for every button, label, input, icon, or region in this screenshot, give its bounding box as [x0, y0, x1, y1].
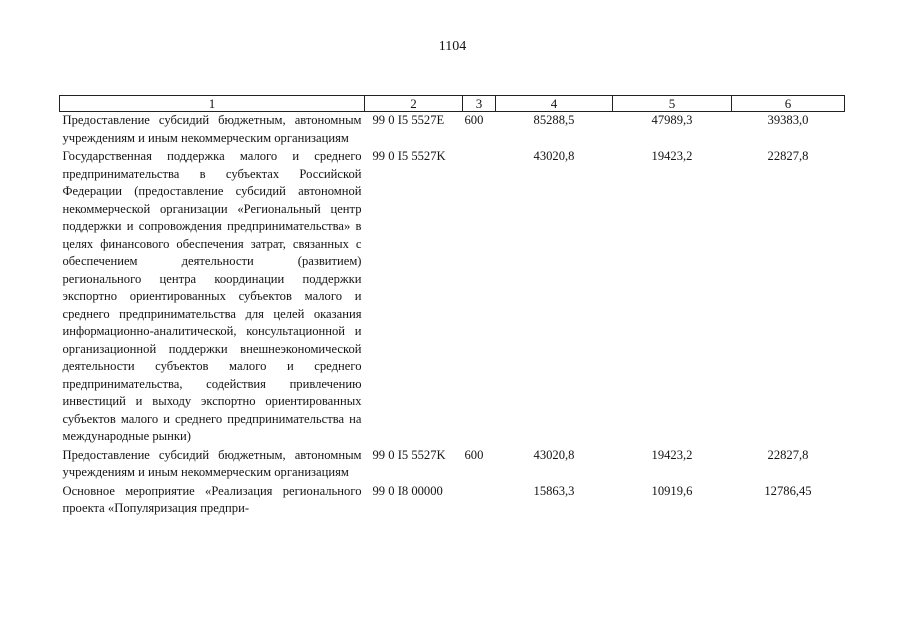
row-amount-col4: 15863,3: [533, 483, 575, 498]
row-code: 99 0 I8 00000: [372, 483, 443, 498]
page-number: 1104: [438, 39, 467, 54]
header-col-2: 2: [365, 96, 463, 112]
row-amount-col5: 47989,3: [651, 113, 693, 127]
row-amount-col6: 39383,0: [767, 113, 809, 127]
header-row: [60, 96, 845, 112]
header-col-5: 5: [613, 96, 732, 112]
row-amount-col6: 22827,8: [767, 149, 809, 163]
table-row: [60, 147, 845, 446]
row-code: 99 0 I5 5527K: [372, 149, 446, 163]
budget-table: [59, 95, 845, 518]
row-description: Основное мероприятие «Реализация регионального проекта «Популяризация предпри-: [62, 483, 362, 515]
row-description: Предоставление субсидий бюджетным, автономным учреждениям и иным некоммерческим организациям: [62, 113, 362, 145]
row-amount-col4: 43020,8: [533, 149, 575, 163]
table-row: [60, 482, 845, 518]
row-expense-type: 600: [464, 113, 484, 127]
header-col-1: 1: [60, 96, 365, 112]
row-expense-type: 600: [464, 447, 484, 462]
header-col-4: 4: [496, 96, 613, 112]
row-description: Государственная поддержка малого и среднего предпринимательства в субъектах Российской Федерации (предоставление субсидий автономной некоммерческой организации «Региональный центр поддержки и сопровождения предпринимательства» в целях финансового обеспечения затрат, связанных с обеспечением деятельности (развитием) регионального центра координации поддержки экспортно ориентированных субъектов малого и среднего предпринимательства для целей оказания информационно-аналитической, консультационной и организационной поддержки внешнеэкономической деятельности субъектов малого и среднего предпринимательства, содействия привлечению инвестиций и выходу экспортно ориентированных субъектов малого и среднего предпринимательства на международные рынки): [62, 149, 362, 443]
row-amount-col5: 10919,6: [651, 483, 693, 498]
row-code: 99 0 I5 5527E: [372, 113, 445, 127]
table-row: [60, 446, 845, 482]
row-amount-col5: 19423,2: [651, 149, 693, 163]
header-col-6: 6: [732, 96, 845, 112]
row-amount-col6: 12786,45: [764, 483, 812, 498]
row-code: 99 0 I5 5527K: [372, 447, 446, 462]
row-amount-col5: 19423,2: [651, 447, 693, 462]
row-amount-col4: 85288,5: [533, 113, 575, 127]
row-expense-type: [463, 482, 496, 518]
row-expense-type: [463, 147, 496, 446]
header-col-3: 3: [463, 96, 496, 112]
row-amount-col4: 43020,8: [533, 447, 575, 462]
row-description: Предоставление субсидий бюджетным, автономным учреждениям и иным некоммерческим организациям: [62, 447, 362, 479]
row-amount-col6: 22827,8: [767, 447, 809, 462]
table-row: [60, 112, 845, 148]
